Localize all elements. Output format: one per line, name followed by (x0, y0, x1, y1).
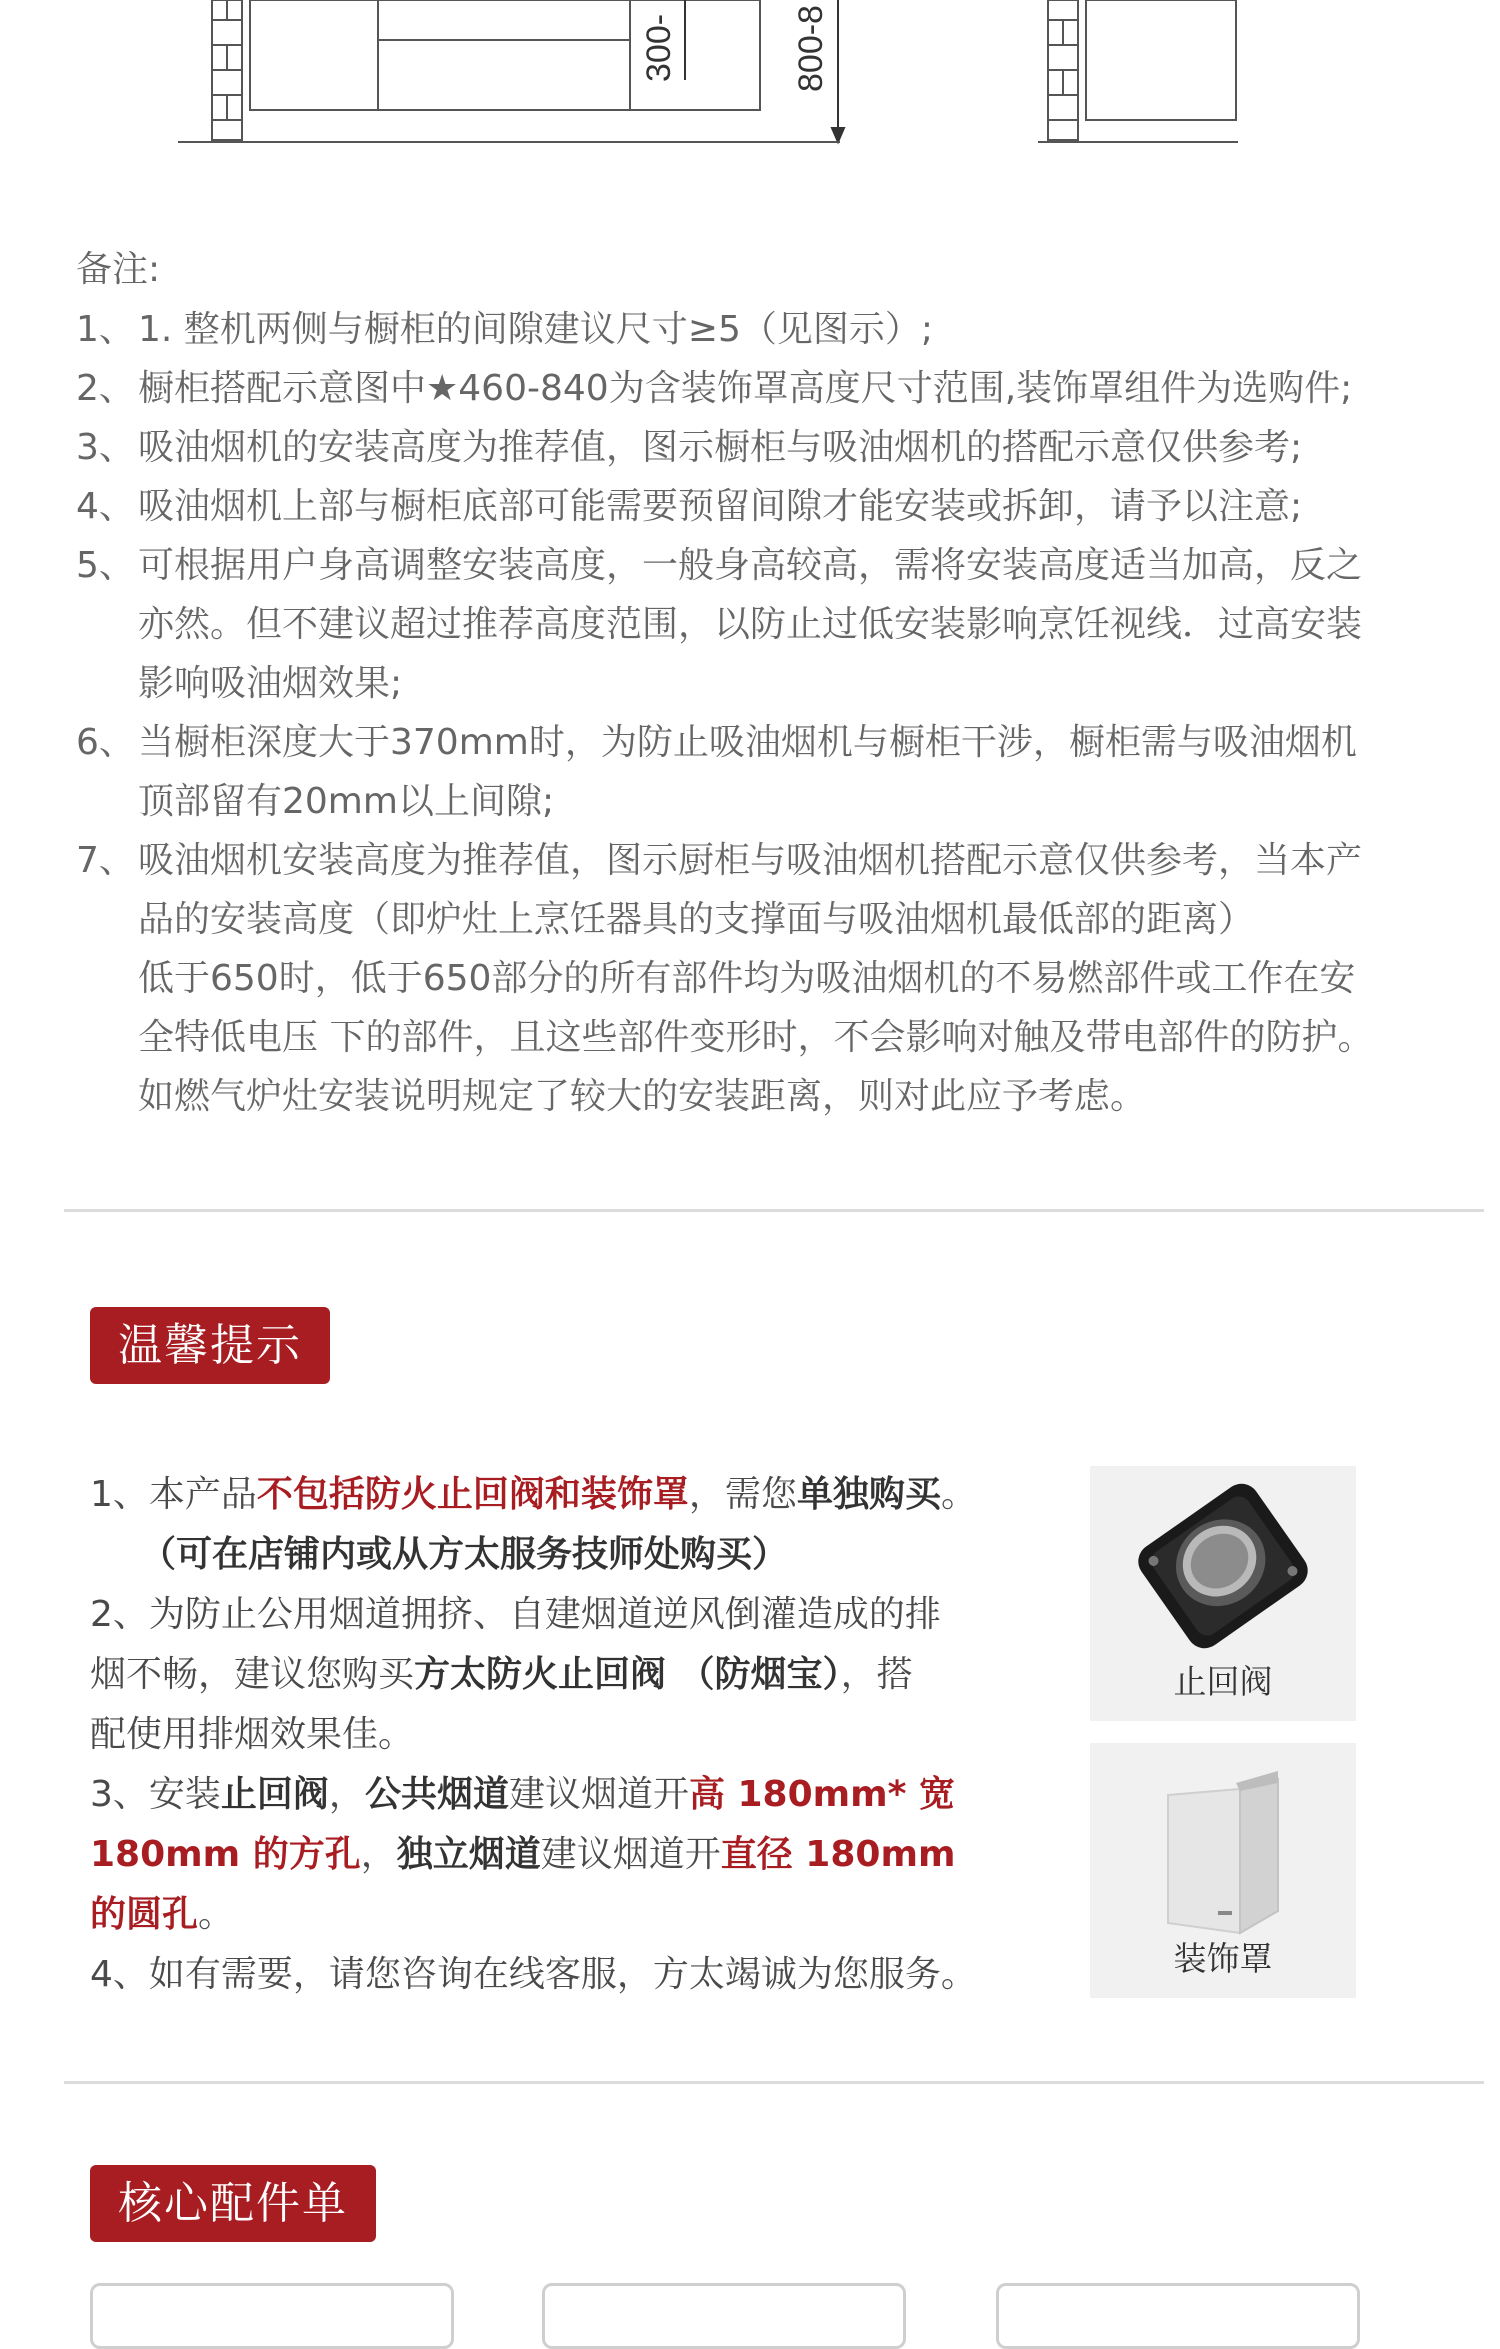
decorative-cover-label: 装饰罩 (1173, 1939, 1273, 1978)
tip-line (90, 1585, 1010, 1645)
note-text (138, 418, 1416, 477)
installation-diagram (0, 0, 1500, 150)
tip-line (90, 1945, 1010, 2005)
note-number: 3、 (76, 427, 135, 468)
note-item (76, 477, 1416, 536)
highlight-text: 180mm 的方孔 (90, 1834, 361, 1875)
tip-text: 建议烟道开 (508, 1774, 689, 1815)
highlight-text: 高 180mm* 宽 (688, 1774, 956, 1815)
tip-text: ，需您 (688, 1474, 797, 1515)
highlight-text: 的圆孔 (90, 1894, 199, 1935)
product-card-check-valve[interactable] (1090, 1466, 1356, 1721)
tip-text: 2、为防止公用烟道拥挤、自建烟道逆风倒灌造成的排 (90, 1594, 941, 1635)
note-line: 1. 整机两侧与橱柜的间隙建议尺寸≥5（见图示）; (138, 309, 933, 350)
note-text (138, 713, 1416, 831)
note-item (76, 713, 1416, 831)
warm-tips-heading: 温馨提示 (90, 1307, 330, 1384)
tip-line (90, 1885, 1010, 1945)
right-wall (1048, 0, 1236, 140)
tip-text: 烟不畅，建议您购买 (90, 1654, 415, 1695)
note-number: 5、 (76, 545, 135, 586)
tip-text: 配使用排烟效果佳。 (90, 1714, 415, 1755)
check-valve-icon (1090, 1466, 1356, 1656)
note-line: 吸油烟机上部与橱柜底部可能需要预留间隙才能安装或拆卸，请予以注意; (138, 486, 1303, 527)
tip-text: ，搭 (840, 1654, 913, 1695)
bold-text: 独立烟道 (396, 1834, 541, 1875)
note-text (138, 831, 1416, 1126)
note-line: 吸油烟机的安装高度为推荐值，图示橱柜与吸油烟机的搭配示意仅供参考; (138, 427, 1303, 468)
tip-text: ， (360, 1834, 397, 1875)
dimension-label-800: 800-8 (792, 5, 830, 92)
note-item (76, 300, 1416, 359)
left-wall (212, 0, 242, 140)
note-item (76, 831, 1416, 1126)
note-text (138, 300, 1416, 359)
note-line: 全特低电压 下的部件，且这些部件变形时，不会影响对触及带电部件的防护。 (138, 1017, 1374, 1058)
note-line: 品的安装高度（即炉灶上烹饪器具的支撑面与吸油烟机最低部的距离） (138, 899, 1255, 940)
dimension-label-300: 300- (640, 13, 678, 82)
notes-list (76, 300, 1416, 1126)
note-line: 当橱柜深度大于370mm时，为防止吸油烟机与橱柜干涉，橱柜需与吸油烟机 (138, 722, 1357, 763)
tip-text: ， (328, 1774, 365, 1815)
note-number: 2、 (76, 368, 135, 409)
note-line: 影响吸油烟效果; (138, 663, 403, 704)
tip-text: 。 (198, 1894, 235, 1935)
tip-text: 建议烟道开 (540, 1834, 721, 1875)
tip-line (90, 1825, 1010, 1885)
tip-line (90, 1465, 1010, 1525)
note-line: 低于650时，低于650部分的所有部件均为吸油烟机的不易燃部件或工作在安 (138, 958, 1356, 999)
highlight-text: 不包括防火止回阀和装饰罩 (256, 1474, 689, 1515)
note-number: 4、 (76, 486, 135, 527)
note-item (76, 359, 1416, 418)
tip-text: 4、如有需要，请您咨询在线客服，方太竭诚为您服务。 (90, 1954, 977, 1995)
accessory-card[interactable] (996, 2283, 1360, 2349)
tip-line (90, 1705, 1010, 1765)
note-text (138, 477, 1416, 536)
note-number: 7、 (76, 840, 135, 881)
check-valve-label: 止回阀 (1173, 1662, 1273, 1701)
tip-text: 3、安装 (90, 1774, 221, 1815)
note-line: 橱柜搭配示意图中★460-840为含装饰罩高度尺寸范围,装饰罩组件为选购件; (138, 368, 1353, 409)
tip-text: 。 (940, 1474, 977, 1515)
note-line: 亦然。但不建议超过推荐高度范围，以防止过低安装影响烹饪视线．过高安装 (138, 604, 1363, 645)
tip-line (90, 1525, 1010, 1585)
note-text (138, 536, 1416, 713)
note-line: 吸油烟机安装高度为推荐值，图示厨柜与吸油烟机搭配示意仅供参考，当本产 (138, 840, 1363, 881)
accessory-card[interactable] (542, 2283, 906, 2349)
bold-text: （可在店铺内或从方太服务技师处购买） (140, 1534, 789, 1575)
accessory-card[interactable] (90, 2283, 454, 2349)
notes-title: 备注: (76, 249, 161, 290)
tip-text: 1、本产品 (90, 1474, 257, 1515)
warm-tips-content (90, 1465, 1010, 2005)
cabinet-outline (250, 0, 760, 110)
bold-text: 止回阀 (220, 1774, 329, 1815)
product-card-decorative-cover[interactable] (1090, 1743, 1356, 1998)
section-divider (64, 2081, 1484, 2084)
note-text (138, 359, 1416, 418)
note-line: 顶部留有20mm以上间隙; (138, 781, 555, 822)
bold-text: 方太防火止回阀 （防烟宝） (414, 1654, 841, 1695)
note-item (76, 536, 1416, 713)
note-item (76, 418, 1416, 477)
highlight-text: 直径 180mm (720, 1834, 956, 1875)
note-line: 可根据用户身高调整安装高度，一般身高较高，需将安装高度适当加高，反之 (138, 545, 1363, 586)
bold-text: 公共烟道 (364, 1774, 509, 1815)
note-number: 6、 (76, 722, 135, 763)
core-accessories-heading: 核心配件单 (90, 2165, 376, 2242)
installation-notes (76, 240, 1416, 1126)
tip-line (90, 1765, 1010, 1825)
decorative-cover-icon (1090, 1743, 1356, 1943)
section-divider (64, 1209, 1484, 1212)
tip-line (90, 1645, 1010, 1705)
note-number: 1、 (76, 309, 135, 350)
bold-text: 单独购买 (796, 1474, 941, 1515)
note-line: 如燃气炉灶安装说明规定了较大的安装距离，则对此应予考虑。 (138, 1076, 1147, 1117)
